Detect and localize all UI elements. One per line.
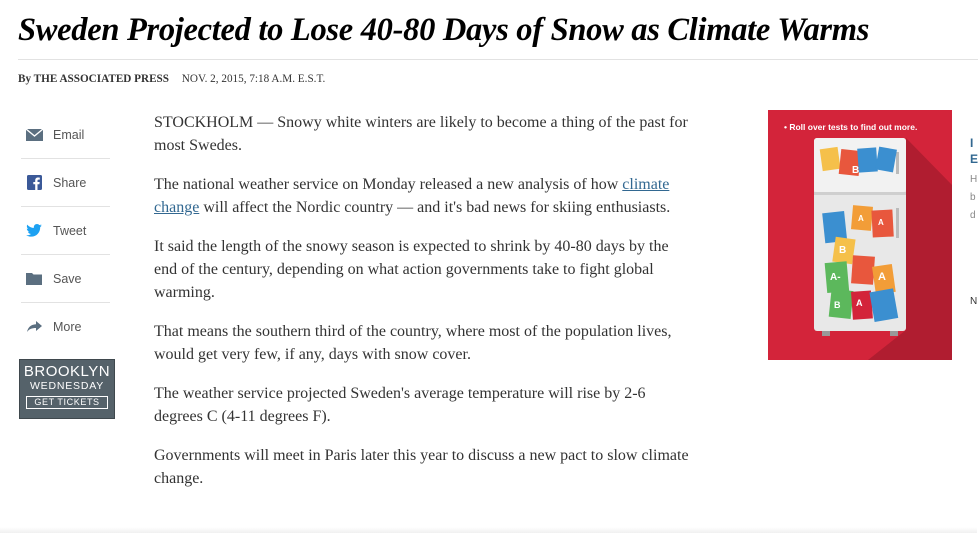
share-twitter-label: Tweet <box>53 223 87 238</box>
grade-label: B <box>852 165 860 176</box>
grade-label: A <box>858 214 864 223</box>
folder-icon <box>24 271 44 287</box>
share-email-label: Email <box>53 127 85 142</box>
more-label: More <box>53 319 82 334</box>
grade-label: A- <box>830 272 841 283</box>
article-paragraph-3: It said the length of the snowy season is expected to shrink by 40-80 days by the end of the century, depending on what action governments take to fight global warming. <box>154 238 669 301</box>
grade-label: A <box>856 298 863 308</box>
clipped-headline-char: I <box>970 136 974 150</box>
clipped-text-char: b <box>970 192 976 203</box>
share-tools <box>21 111 110 350</box>
clipped-text-char: H <box>970 174 978 185</box>
article-headline: Sweden Projected to Lose 40-80 Days of Snow as Climate Warms <box>18 12 870 48</box>
twitter-icon <box>24 223 44 239</box>
byline <box>18 73 325 85</box>
share-facebook-label: Share <box>53 175 87 190</box>
envelope-icon <box>24 127 44 143</box>
paragraph-2-lead: The national weather service on Monday released a new analysis of how <box>154 176 623 193</box>
article-paragraph-1: STOCKHOLM — Snowy white winters are likely to become a thing of the past for most Swedes. <box>154 114 688 154</box>
share-facebook-button[interactable] <box>21 159 110 207</box>
article-body <box>154 111 694 506</box>
share-twitter-button[interactable] <box>21 207 110 255</box>
facebook-icon <box>24 175 44 191</box>
right-column-clipped <box>960 110 980 360</box>
ad-line1: BROOKLYN <box>23 363 111 380</box>
grade-label: A <box>878 271 886 283</box>
byline-date: NOV. 2, 2015, 7:18 A.M. E.S.T. <box>181 73 326 85</box>
grade-label: B <box>839 245 847 256</box>
byline-author: By THE ASSOCIATED PRESS <box>18 73 169 85</box>
climate-change-link[interactable]: climate change <box>154 176 670 216</box>
share-email-button[interactable] <box>21 111 110 159</box>
grade-label: B <box>834 300 841 310</box>
header-divider <box>18 59 978 60</box>
grade-label: A <box>878 218 884 227</box>
article-paragraph-6: Governments will meet in Paris later this year to discuss a new pact to slow climate change. <box>154 447 689 487</box>
save-button[interactable] <box>21 255 110 303</box>
clipped-text-char: N <box>970 296 978 307</box>
fridge-illustration <box>768 110 952 360</box>
more-share-button[interactable] <box>21 303 110 350</box>
get-tickets-button[interactable]: GET TICKETS <box>26 396 108 409</box>
clipped-headline-char: E <box>970 152 979 166</box>
article-paragraph-5: The weather service projected Sweden's average temperature will rise by 2-6 degrees C (4-11 degrees F). <box>154 385 646 425</box>
brooklyn-wednesday-ad[interactable] <box>19 359 115 419</box>
save-label: Save <box>53 271 82 286</box>
promo-ad[interactable] <box>768 110 952 360</box>
promo-note: • Roll over tests to find out more. <box>784 122 918 132</box>
clipped-text-char: d <box>970 210 976 221</box>
article-paragraph-2 <box>154 173 694 219</box>
page-bottom-edge <box>0 527 977 533</box>
article-paragraph-4: That means the southern third of the country, where most of the population lives, would get very few, if any, days with snow cover. <box>154 323 672 363</box>
paragraph-2-tail: will affect the Nordic country — and it's bad news for skiing enthusiasts. <box>199 199 671 216</box>
ad-line2: WEDNESDAY <box>29 380 105 392</box>
share-arrow-icon <box>24 319 44 335</box>
